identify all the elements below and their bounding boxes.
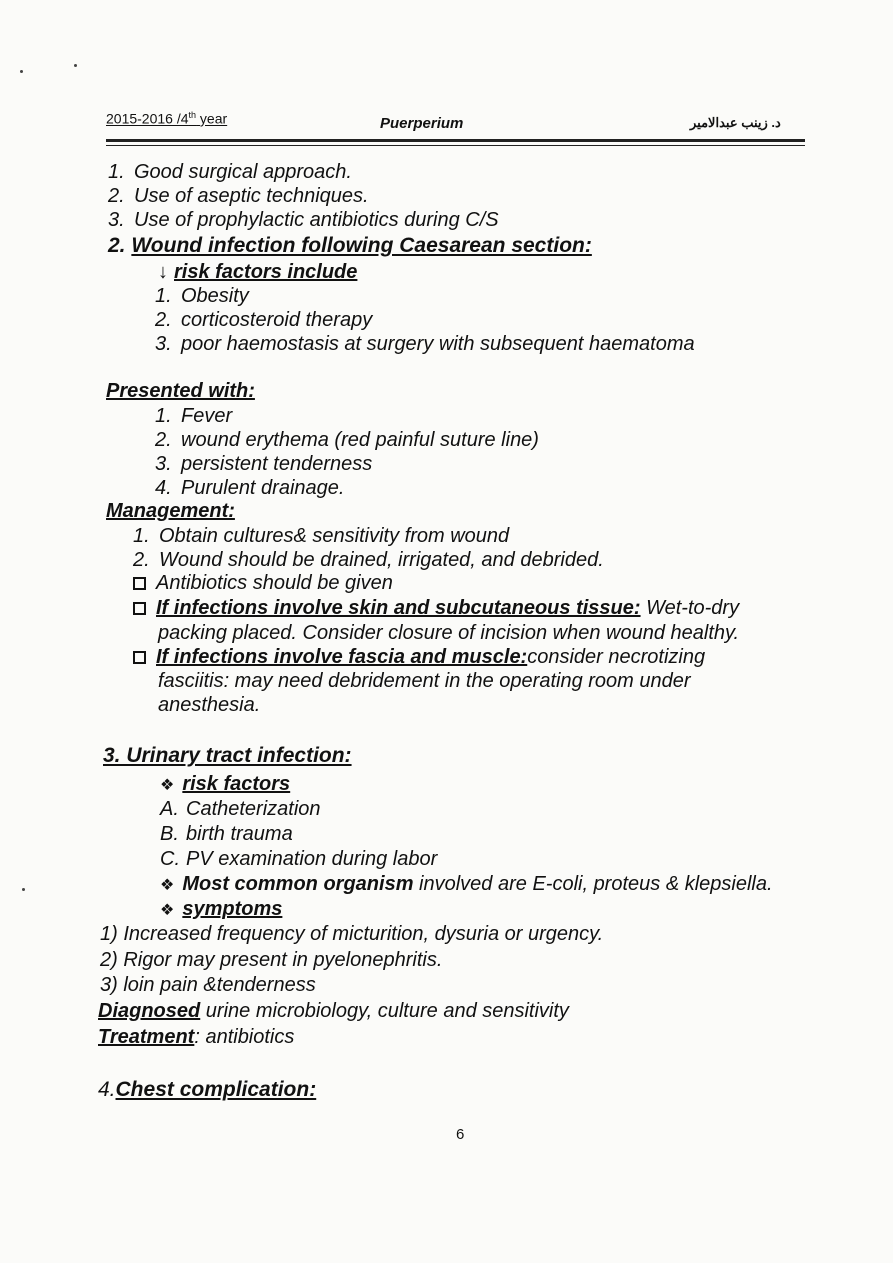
scan-speck [22, 888, 25, 891]
list-item: 2. Use of aseptic techniques. [108, 185, 369, 207]
organism-line: ❖ Most common organism involved are E-coli, proteus & klepsiella. [160, 873, 773, 895]
checkbox-bullet-icon [133, 651, 146, 664]
list-item: 1. Good surgical approach. [108, 161, 352, 183]
list-item: 3) loin pain &tenderness [100, 974, 316, 996]
treatment-line: Treatment: antibiotics [98, 1026, 295, 1048]
list-item: 1. Obesity [155, 285, 249, 307]
header-rule-thin [106, 145, 805, 146]
list-item: B. birth trauma [160, 823, 293, 845]
list-item: 3. poor haemostasis at surgery with subsequent haematoma [155, 333, 695, 355]
list-item: 2. corticosteroid therapy [155, 309, 373, 331]
header-rule [106, 139, 805, 142]
scan-speck [74, 64, 77, 67]
page-number: 6 [456, 1126, 465, 1143]
list-item: 4. Purulent drainage. [155, 477, 345, 499]
header-year: 2015-2016 /4th year [106, 110, 228, 127]
bullet-continuation: packing placed. Consider closure of incision when wound healthy. [158, 622, 740, 644]
bullet-continuation: anesthesia. [158, 694, 261, 716]
presented-with-title: Presented with: [106, 380, 255, 402]
diamond-bullet-icon: ❖ [160, 877, 175, 894]
section-heading-uti: 3. Urinary tract infection: [103, 744, 352, 767]
list-item: 3. Use of prophylactic antibiotics during C/S [108, 209, 499, 231]
checkbox-bullet-icon [133, 577, 146, 590]
checkbox-bullet-icon [133, 602, 146, 615]
down-arrow-icon: ↓ [158, 261, 168, 283]
symptoms-title: ❖ symptoms [160, 898, 283, 920]
list-item: 1. Obtain cultures& sensitivity from wound [133, 525, 510, 547]
risk-factors-title: ↓ risk factors include [158, 261, 358, 283]
bullet-continuation: fasciitis: may need debridement in the operating room under [158, 670, 691, 692]
scan-speck [20, 70, 23, 73]
list-item: A. Catheterization [160, 798, 321, 820]
list-item: 3. persistent tenderness [155, 453, 373, 475]
list-item: C. PV examination during labor [160, 848, 438, 870]
bullet-item: If infections involve fascia and muscle:consider necrotizing [133, 645, 705, 669]
bullet-item: Antibiotics should be given [133, 571, 393, 595]
list-item: 2. Wound should be drained, irrigated, and debrided. [133, 549, 604, 571]
list-item: 2. wound erythema (red painful suture line) [155, 429, 539, 451]
diamond-bullet-icon: ❖ [160, 902, 175, 919]
diamond-bullet-icon: ❖ [160, 777, 175, 794]
section-heading-wound: 2. Wound infection following Caesarean section: [108, 234, 592, 257]
uti-risk-title: ❖ risk factors [160, 773, 291, 795]
bullet-item: If infections involve skin and subcutaneous tissue: Wet-to-dry [133, 596, 739, 620]
list-item: 1. Fever [155, 405, 233, 427]
header-author: د. زينب عبدالامير [690, 115, 781, 130]
management-title: Management: [106, 500, 235, 522]
diagnosed-line: Diagnosed urine microbiology, culture and sensitivity [98, 1000, 569, 1022]
header-title: Puerperium [380, 115, 464, 132]
list-item: 1) Increased frequency of micturition, dysuria or urgency. [100, 923, 604, 945]
section-heading-chest: 4.Chest complication: [98, 1078, 317, 1101]
list-item: 2) Rigor may present in pyelonephritis. [100, 949, 443, 971]
